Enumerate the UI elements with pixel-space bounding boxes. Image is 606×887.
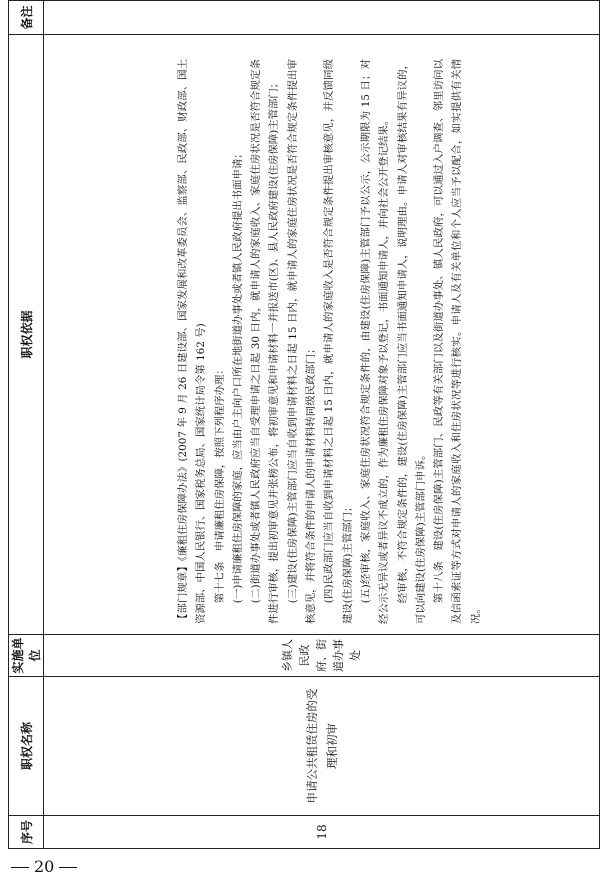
basis-paragraph-5: (四)民政部门应当自收到申请材料之日起 15 日内，就申请人的家庭收入是否符合规定条件提出审核意见，并反馈同级建设(住房保障)主管部门； bbox=[323, 59, 354, 624]
cell-authority-basis bbox=[44, 35, 600, 635]
table-header-row bbox=[9, 1, 44, 849]
rotated-table-sheet bbox=[8, 1, 600, 849]
basis-paragraph-6: (五)经审核，家庭收入、家庭住房状况符合规定条件的，由建设(住房保障)主管部门予以公示，公示期限为 15 日；对经公示无异议或者异议不成立的，作为廉租住房保障对象予以登记，书面通知申请人，并向社会公开登记结果。 bbox=[359, 59, 391, 624]
header-basis: 职权依据 bbox=[9, 35, 44, 635]
basis-paragraph-7: 经审核，不符合规定条件的，建设(住房保障)主管部门应当书面通知申请人，说明理由。申请人对审核结果有异议的，可以向建设(住房保障)主管部门申诉。 bbox=[396, 59, 427, 624]
basis-paragraph-3: (二)街道办事处或者镇人民政府应当自受理申请之日起 30 日内，就申请人的家庭收入、家庭住房状况是否符合规定条件进行审核，提出初审意见并张榜公布，将初审意见和申请材料一并报送市(区)、县人民政府建设(住房保障)主管部门； bbox=[250, 59, 281, 624]
header-serial: 序号 bbox=[9, 816, 44, 849]
basis-paragraph-0: 【部门规章】《廉租住房保障办法》(2007 年 9 月 26 日建设部、国家发展和改革委员会、监察部、民政部、财政部、国土资源部、中国人民银行、国家税务总局、国家统计局令第 162 号) bbox=[177, 59, 208, 624]
table-row bbox=[44, 1, 600, 849]
cell-implementing-unit: 乡镇人民政府、街道办事处 bbox=[44, 635, 600, 677]
basis-paragraph-2: (一)申请廉租住房保障的家庭，应当由户主向户口所在地街道办事处或者镇人民政府提出书面申请； bbox=[231, 148, 244, 604]
cell-serial: 18 bbox=[44, 816, 600, 849]
basis-paragraph-4: (三)建设(住房保障)主管部门应当自收到申请材料之日起 15 日内，就申请人的家庭住房状况是否符合规定条件提出审核意见，并将符合条件的申请人的申请材料转同级民政部门； bbox=[286, 59, 318, 624]
cell-note bbox=[44, 1, 600, 35]
header-name: 职权名称 bbox=[9, 677, 44, 816]
basis-paragraph-8: 第十八条 建设(住房保障)主管部门、民政等有关部门以及街道办事处、镇人民政府，可以通过入户调查、邻里访问以及信函索证等方式对申请人的家庭收入和住房状况等进行核实。申请人及有关单位和个人应当予以配合，如实提供有关情况。 bbox=[433, 59, 482, 624]
dash-left bbox=[11, 867, 29, 868]
dash-right bbox=[59, 867, 77, 868]
header-unit: 实施单位 bbox=[9, 635, 44, 677]
cell-authority-name: 申请公共租赁住房的受理和初审 bbox=[44, 677, 600, 816]
page-number bbox=[6, 855, 106, 879]
basis-paragraph-1: 第十七条 申请廉租住房保障，按照下列程序办理： bbox=[213, 364, 226, 604]
page-number-text: 20 bbox=[34, 857, 55, 876]
header-note: 备注 bbox=[9, 1, 44, 35]
authority-table bbox=[8, 0, 600, 849]
